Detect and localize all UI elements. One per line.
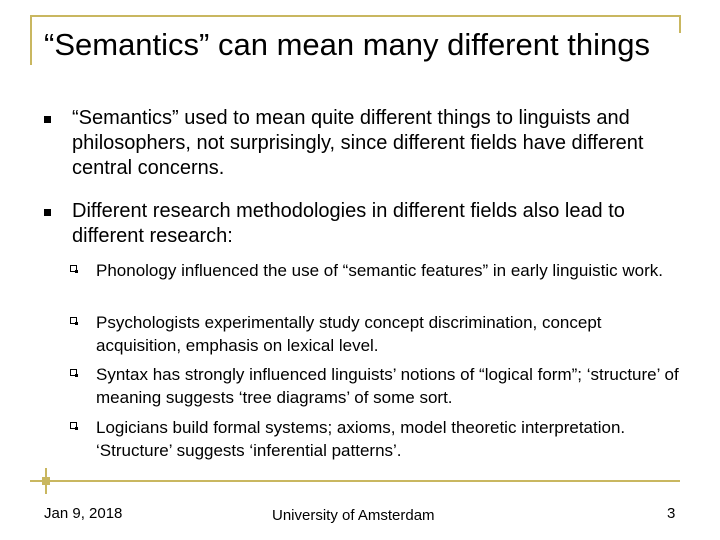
hollow-square-bullet-icon xyxy=(70,265,77,272)
sub-bullet-item xyxy=(70,311,680,357)
sub-bullet-item xyxy=(70,259,680,282)
bullet-item xyxy=(44,106,664,181)
footer-date: Jan 9, 2018 xyxy=(44,505,123,522)
bullet-text: Different research methodologies in different fields also lead to different research: xyxy=(72,200,625,247)
frame-bottom-line xyxy=(30,480,680,482)
sub-bullet-text: Logicians build formal systems; axioms, model theoretic interpretation. ‘Structure’ suggests ‘inferential patterns’. xyxy=(96,418,626,460)
square-bullet-icon xyxy=(44,116,51,123)
sub-bullet-text: Phonology influenced the use of “semantic features” in early linguistic work. xyxy=(96,261,663,280)
sub-bullet-text: Psychologists experimentally study concept discrimination, concept acquisition, emphasis on lexical level. xyxy=(96,313,602,355)
hollow-square-bullet-icon xyxy=(70,317,77,324)
footer-organization: University of Amsterdam xyxy=(272,507,435,524)
bullet-item xyxy=(44,199,664,249)
frame-top-line xyxy=(30,15,680,17)
page-number: 3 xyxy=(667,505,676,522)
sub-bullet-item xyxy=(70,416,680,462)
sub-bullet-text: Syntax has strongly influenced linguists’ notions of “logical form”; ‘structure’ of meaning suggests ‘tree diagrams’ of some sort. xyxy=(96,365,679,407)
frame-corner-square xyxy=(42,477,50,485)
hollow-square-bullet-icon xyxy=(70,422,77,429)
frame-right-line xyxy=(679,15,681,33)
slide-title: “Semantics” can mean many different things xyxy=(44,27,650,62)
sub-bullet-item xyxy=(70,363,680,409)
hollow-square-bullet-icon xyxy=(70,369,77,376)
bullet-text: “Semantics” used to mean quite different things to linguists and philosophers, not surprisingly, since different fields have different central concerns. xyxy=(72,107,644,179)
square-bullet-icon xyxy=(44,209,51,216)
frame-left-line xyxy=(30,15,32,65)
